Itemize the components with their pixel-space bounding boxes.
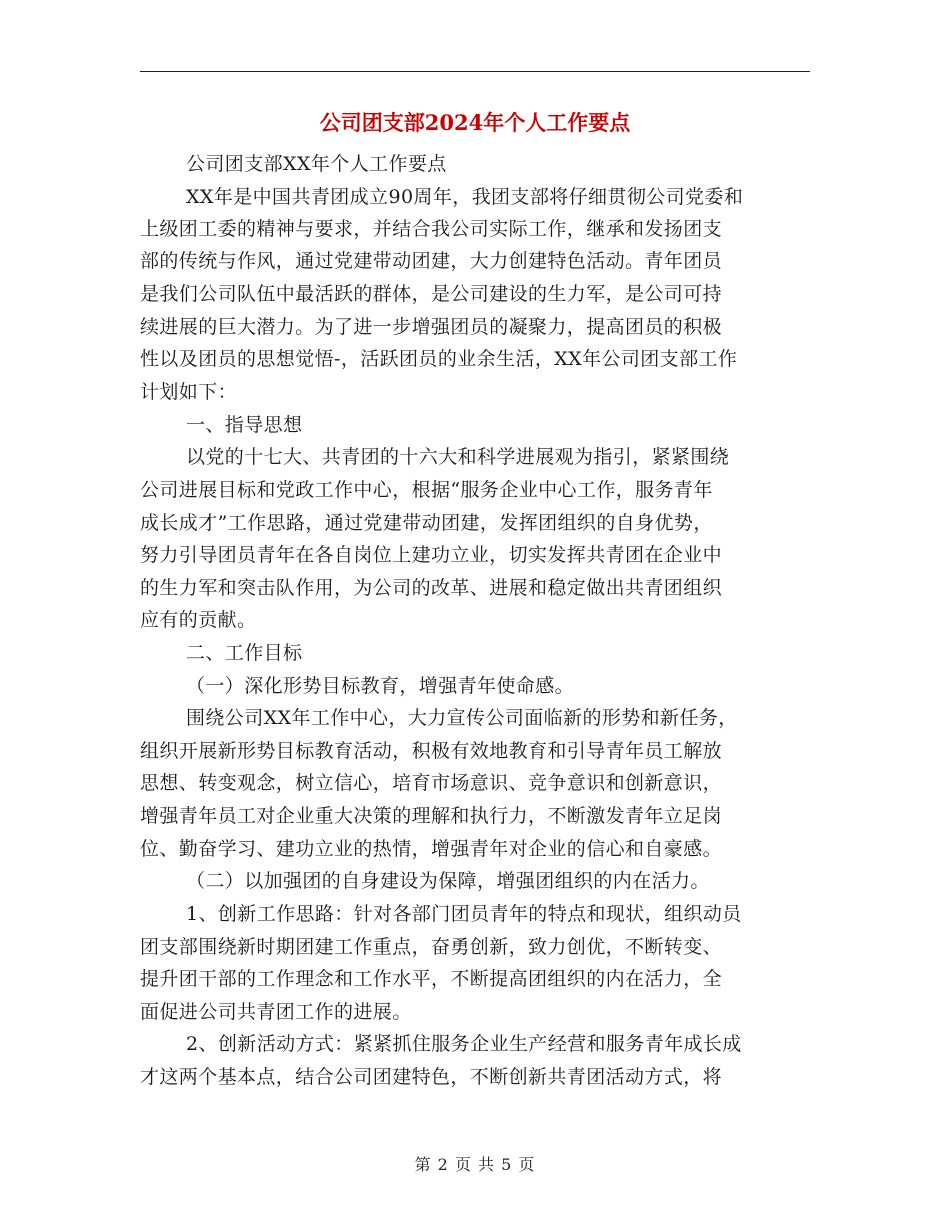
paragraph-line: 组织开展新形势目标教育活动，积极有效地教育和引导青年员工解放: [140, 740, 723, 762]
header-rule: [140, 71, 810, 72]
paragraph-line: 才这两个基本点，结合公司团建特色，不断创新共青团活动方式，将: [140, 1066, 723, 1088]
paragraph-line: 2、创新活动方式：紧紧抓住服务企业生产经营和服务青年成长成: [186, 1033, 742, 1055]
paragraph-line: 上级团工委的精神与要求，并结合我公司实际工作，继承和发扬团支: [140, 218, 723, 240]
paragraph-line: 围绕公司XX年工作中心，大力宣传公司面临新的形势和新任务，: [186, 707, 738, 729]
paragraph-line: 部的传统与作风，通过党建带动团建，大力创建特色活动。青年团员: [140, 250, 723, 272]
paragraph-line: 公司进展目标和党政工作中心，根据“服务企业中心工作，服务青年: [140, 479, 713, 501]
paragraph-line: 1、创新工作思路：针对各部门团员青年的特点和现状，组织动员: [186, 903, 742, 925]
subsection-heading: （二）以加强团的自身建设为保障，增强团组织的内在活力。: [186, 870, 710, 892]
paragraph-line: 增强青年员工对企业重大决策的理解和执行力，不断激发青年立足岗: [140, 805, 723, 827]
paragraph-line: 团支部围绕新时期团建工作重点，奋勇创新，致力创优，不断转变、: [140, 936, 723, 958]
paragraph-line: 提升团干部的工作理念和工作水平，不断提高团组织的内在活力，全: [140, 968, 723, 990]
subsection-heading: （一）深化形势目标教育，增强青年使命感。: [186, 675, 575, 697]
page-number: 第 2 页 共 5 页: [414, 1155, 536, 1174]
paragraph-line: 是我们公司队伍中最活跃的群体，是公司建设的生力军，是公司可持: [140, 283, 723, 305]
paragraph-line: 以党的十七大、共青团的十六大和科学进展观为指引，紧紧围绕: [186, 446, 730, 468]
paragraph-line: 成长成才”工作思路，通过党建带动团建，发挥团组织的自身优势，: [140, 512, 713, 534]
paragraph-line: 计划如下：: [140, 381, 238, 403]
paragraph-line: 续进展的巨大潜力。为了进一步增强团员的凝聚力，提高团员的积极: [140, 316, 723, 338]
paragraph-line: 应有的贡献。: [140, 609, 257, 631]
paragraph-line: 性以及团员的思想觉悟-，活跃团员的业余生活，XX年公司团支部工作: [140, 348, 738, 370]
document-title: 公司团支部2024年个人工作要点: [319, 110, 631, 135]
paragraph-line: 努力引导团员青年在各自岗位上建功立业，切实发挥共青团在企业中: [140, 544, 723, 566]
section-heading: 二、工作目标: [186, 642, 303, 664]
paragraph-line: 的生力军和突击队作用，为公司的改革、进展和稳定做出共青团组织: [140, 577, 723, 599]
section-heading: 一、指导思想: [186, 414, 303, 436]
paragraph-line: XX年是中国共青团成立90周年，我团支部将仔细贯彻公司党委和: [186, 186, 744, 208]
paragraph-line: 位、勤奋学习、建功立业的热情，增强青年对企业的信心和自豪感。: [140, 838, 723, 860]
subtitle-line: 公司团支部XX年个人工作要点: [186, 153, 447, 175]
paragraph-line: 思想、转变观念，树立信心，培育市场意识、竞争意识和创新意识，: [140, 772, 723, 794]
paragraph-line: 面促进公司共青团工作的进展。: [140, 1001, 412, 1023]
